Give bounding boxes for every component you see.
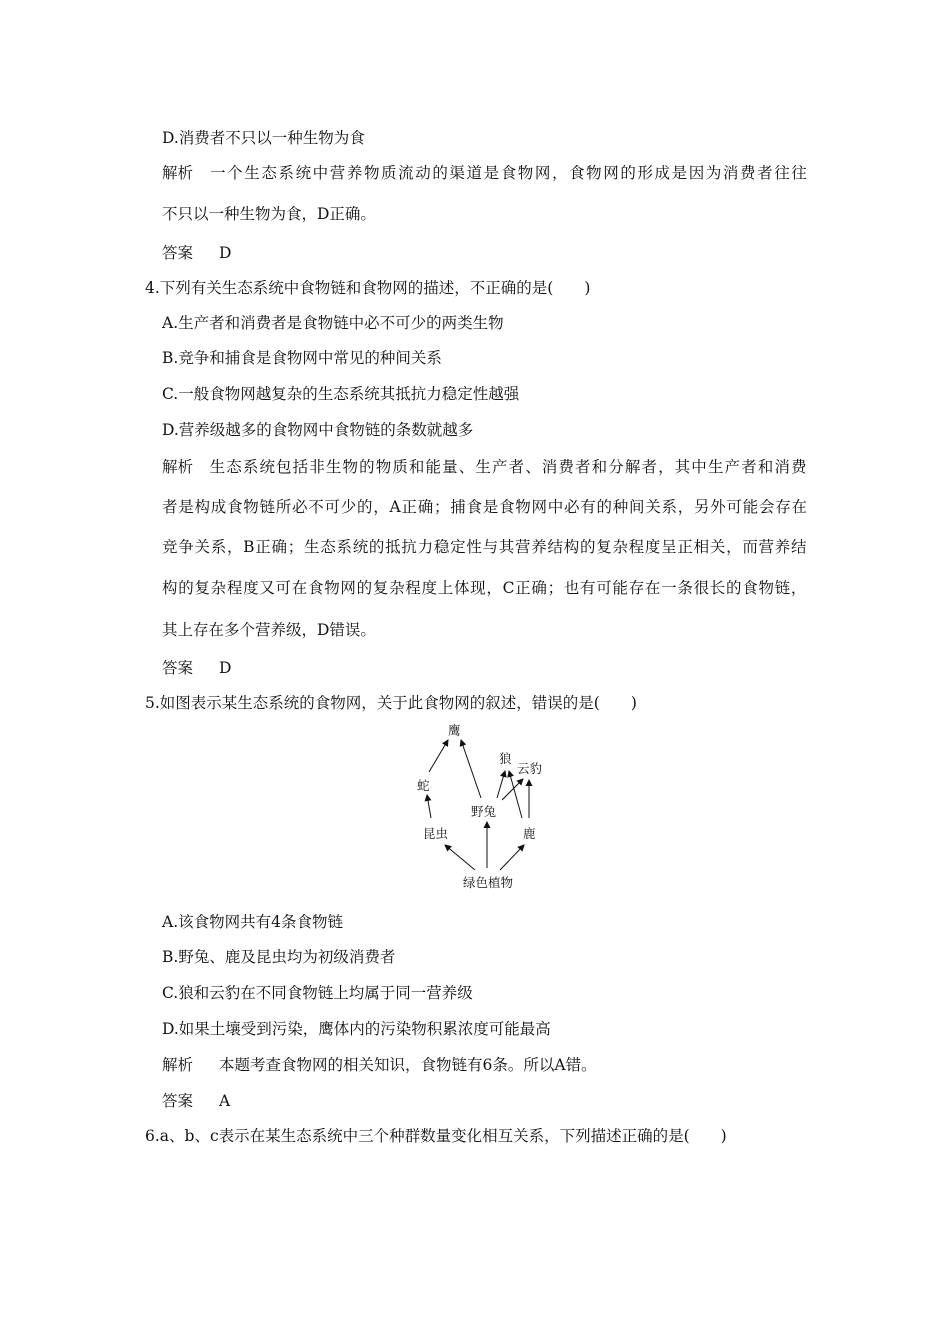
q5-option-c: C.狼和云豹在不同食物链上均属于同一营养级 [162,984,473,1002]
q4-option-b: B.竞争和捕食是食物网中常见的种间关系 [162,349,442,367]
q5-analysis [162,1055,597,1075]
analysis-label: 解析 [162,458,209,476]
answer-label: 答案 [162,244,194,262]
node-wolf: 狼 [499,751,512,766]
q4-answer [162,658,231,678]
node-plant: 绿色植物 [463,875,514,890]
q4-option-d: D.营养级越多的食物网中食物链的条数就越多 [162,421,474,439]
arrow-plant-deer [500,845,524,870]
q3-analysis-line1: 解析 一 个 生 态 系 统 中 营 养 物 质 流 动 的 渠 道 是 食 物 网 ， 食 物 网 的 形 成 是 因 为 消 费 者 往 往 [162,164,807,182]
q4-option-a: A.生产者和消费者是食物链中必不可少的两类生物 [162,314,504,332]
analysis-label: 解析 [162,164,209,182]
q6-stem: 6.a、b、c表示在某生态系统中三个种群数量变化相互关系，下列描述正确的是( ) [145,1127,727,1145]
q3-analysis-line2: 不只以一种生物为食，D正确。 [162,205,376,223]
arrow-rabbit-wolf [497,771,505,798]
q3-answer [162,243,231,263]
node-snake: 蛇 [417,778,430,793]
node-insect: 昆虫 [423,826,449,841]
node-deer: 鹿 [523,826,536,841]
q4-analysis-line5: 其上存在多个营养级，D错误。 [162,621,376,639]
answer-label: 答案 [162,1092,194,1110]
arrow-snake-eagle [429,740,448,772]
answer-label: 答案 [162,659,194,677]
food-web-diagram [405,718,555,896]
answer-value: D [219,244,232,262]
q4-analysis-line4: 构 的 复 杂 程 度 又 可 在 食 物 网 的 复 杂 程 度 上 体 现 ， C 正 确 ； 也 有 可 能 存 在 一 条 很 长 的 食 物 链 ， [162,579,807,597]
analysis-text: 本题考查食物网的相关知识，食物链有6条。所以A错。 [219,1056,597,1074]
node-leopard: 云豹 [517,761,543,776]
answer-value: A [219,1092,231,1110]
q4-analysis-line2: 者 是 构 成 食 物 链 所 必 不 可 少 的 ， A 正 确 ； 捕 食 是 食 物 网 中 必 有 的 种 间 关 系 ， 另 外 可 能 会 存 在 [162,498,807,516]
analysis-label: 解析 [162,1056,194,1074]
q4-stem: 4.下列有关生态系统中食物链和食物网的描述，不正确的是( ) [145,279,591,297]
q4-option-c: C.一般食物网越复杂的生态系统其抵抗力稳定性越强 [162,385,520,403]
node-eagle: 鹰 [448,723,461,738]
q3-option-d: D.消费者不只以一种生物为食 [162,129,365,147]
arrow-deer-wolf [509,771,522,818]
q5-option-a: A.该食物网共有4条食物链 [162,913,343,931]
q4-analysis-line3: 竞 争 关 系 ， B 正 确 ； 生 态 系 统 的 抵 抗 力 稳 定 性 与 其 营 养 结 构 的 复 杂 程 度 呈 正 相 关 ， 而 营 养 结 [162,538,807,556]
q5-stem: 5.如图表示某生态系统的食物网，关于此食物网的叙述，错误的是( ) [145,694,637,712]
arrow-plant-insect [445,845,475,870]
arrow-insect-snake [427,795,431,818]
arrow-rabbit-eagle [461,740,481,798]
q5-option-d: D.如果土壤受到污染，鹰体内的污染物积累浓度可能最高 [162,1020,551,1038]
q4-analysis-line1: 解析 生 态 系 统 包 括 非 生 物 的 物 质 和 能 量 、 生 产 者 、 消 费 者 和 分 解 者 ， 其 中 生 产 者 和 消 费 [162,458,807,476]
q5-answer [162,1091,230,1111]
node-rabbit: 野兔 [471,804,497,819]
answer-value: D [219,659,232,677]
q5-option-b: B.野兔、鹿及昆虫均为初级消费者 [162,948,396,966]
